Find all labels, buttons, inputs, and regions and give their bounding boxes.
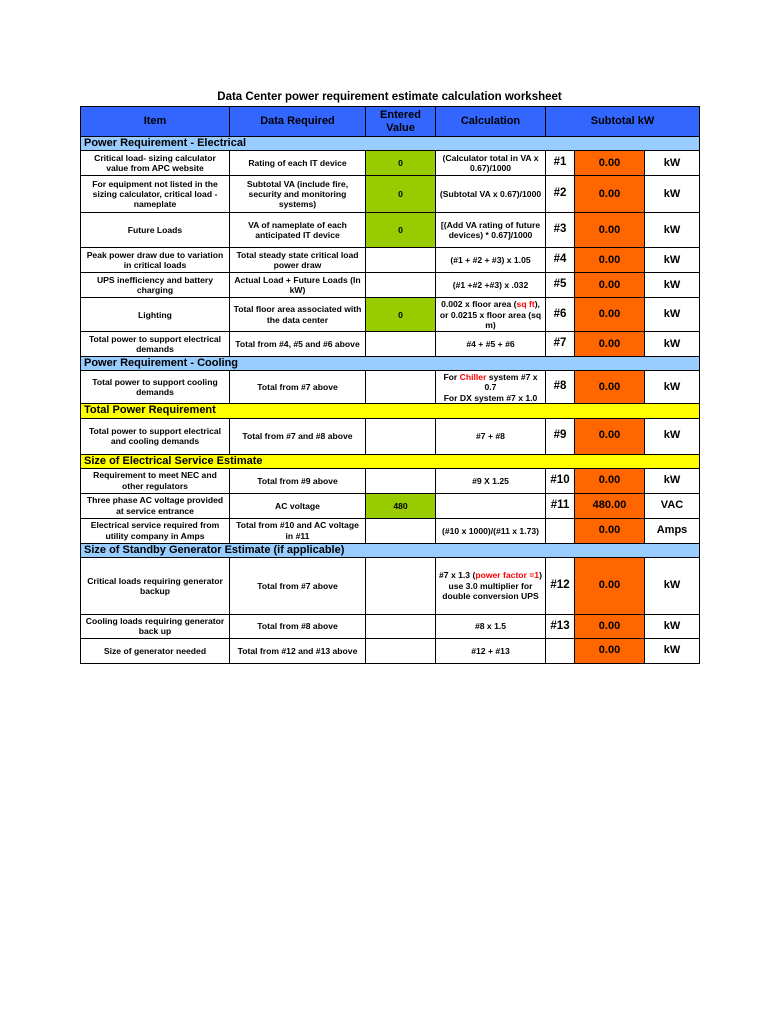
item-cell: Lighting: [81, 298, 230, 332]
item-cell: Requirement to meet NEC and other regulators: [81, 468, 230, 493]
section-service: Size of Electrical Service Estimate: [81, 454, 700, 468]
item-cell: Electrical service required from utility company in Amps: [81, 518, 230, 543]
subtotal-cell: 0.00: [575, 248, 645, 273]
unit-cell: kW: [645, 248, 700, 273]
entered-value-cell[interactable]: 480: [366, 493, 436, 518]
section-row: [81, 357, 700, 371]
item-cell: Total power to support electrical demands: [81, 332, 230, 357]
data-required-cell: Total floor area associated with the data center: [230, 298, 366, 332]
subtotal-cell: 0.00: [575, 614, 645, 638]
data-required-cell: Actual Load + Future Loads (In kW): [230, 273, 366, 298]
table-row: [81, 614, 700, 638]
item-cell: Critical load- sizing calculator value from APC website: [81, 151, 230, 176]
data-required-cell: Total from #8 above: [230, 614, 366, 638]
data-required-cell: Rating of each IT device: [230, 151, 366, 176]
header-row: [81, 107, 700, 137]
table-row: [81, 248, 700, 273]
header-item: Item: [81, 107, 230, 137]
entered-value-cell[interactable]: 0: [366, 151, 436, 176]
entered-value-cell[interactable]: [366, 614, 436, 638]
section-cooling: Power Requirement - Cooling: [81, 357, 700, 371]
unit-cell: kW: [645, 371, 700, 404]
table-row: [81, 213, 700, 248]
table-row: [81, 468, 700, 493]
calc-highlight: power factor =1: [475, 570, 540, 581]
unit-cell: kW: [645, 176, 700, 213]
data-required-cell: AC voltage: [230, 493, 366, 518]
item-cell: Peak power draw due to variation in critical loads: [81, 248, 230, 273]
subtotal-cell: 0.00: [575, 332, 645, 357]
section-row: [81, 137, 700, 151]
unit-cell: kW: [645, 151, 700, 176]
unit-cell: kW: [645, 298, 700, 332]
subtotal-cell: 480.00: [575, 493, 645, 518]
section-row: [81, 543, 700, 557]
unit-cell: kW: [645, 273, 700, 298]
subtotal-cell: 0.00: [575, 557, 645, 614]
ref-number: #13: [546, 614, 575, 638]
subtotal-cell: 0.00: [575, 418, 645, 454]
ref-number: #10: [546, 468, 575, 493]
header-subtotal: Subtotal kW: [546, 107, 700, 137]
entered-value-cell[interactable]: [366, 273, 436, 298]
calc-text: ), or 0.0215 x floor area (sq m): [439, 299, 542, 330]
entered-value-cell[interactable]: [366, 248, 436, 273]
unit-cell: kW: [645, 213, 700, 248]
table-row: [81, 418, 700, 454]
subtotal-cell: 0.00: [575, 151, 645, 176]
calc-text: #7 x 1.3 (: [439, 570, 476, 581]
page-title: Data Center power requirement estimate calculation worksheet: [217, 91, 562, 103]
data-required-cell: Total from #9 above: [230, 468, 366, 493]
calculation-cell: [436, 298, 546, 332]
ref-number: #6: [546, 298, 575, 332]
entered-value-cell[interactable]: [366, 557, 436, 614]
entered-value-cell[interactable]: 0: [366, 298, 436, 332]
entered-value-cell[interactable]: [366, 518, 436, 543]
table-row: [81, 332, 700, 357]
data-required-cell: Subtotal VA (include fire, security and monitoring systems): [230, 176, 366, 213]
data-required-cell: VA of nameplate of each anticipated IT device: [230, 213, 366, 248]
section-row: [81, 404, 700, 418]
calculation-cell: (#1 +#2 +#3) x .032: [436, 273, 546, 298]
ref-number: [546, 638, 575, 663]
section-total: Total Power Requirement: [81, 404, 700, 418]
calc-text: ) use 3.0 multiplier for double conversion UPS: [442, 570, 542, 602]
table-row: [81, 493, 700, 518]
ref-number: #2: [546, 176, 575, 213]
data-required-cell: Total steady state critical load power draw: [230, 248, 366, 273]
ref-number: #7: [546, 332, 575, 357]
calculation-cell: #9 X 1.25: [436, 468, 546, 493]
subtotal-cell: 0.00: [575, 518, 645, 543]
unit-cell: VAC: [645, 493, 700, 518]
header-data-required: Data Required: [230, 107, 366, 137]
calculation-cell: [436, 493, 546, 518]
entered-value-cell[interactable]: [366, 638, 436, 663]
calculation-cell: #8 x 1.5: [436, 614, 546, 638]
item-cell: Future Loads: [81, 213, 230, 248]
unit-cell: kW: [645, 468, 700, 493]
ref-number: #9: [546, 418, 575, 454]
ref-number: #4: [546, 248, 575, 273]
calc-text: 0.002 x floor area (: [441, 299, 517, 310]
table-row: [81, 273, 700, 298]
data-required-cell: Total from #7 above: [230, 557, 366, 614]
table-row: [81, 176, 700, 213]
table-row: [81, 638, 700, 663]
subtotal-cell: 0.00: [575, 468, 645, 493]
calculation-cell: #12 + #13: [436, 638, 546, 663]
item-cell: Cooling loads requiring generator back up: [81, 614, 230, 638]
data-required-cell: Total from #4, #5 and #6 above: [230, 332, 366, 357]
data-required-cell: Total from #7 above: [230, 371, 366, 404]
calc-text: system #7 x 0.7: [484, 371, 538, 393]
header-calculation: Calculation: [436, 107, 546, 137]
subtotal-cell: 0.00: [575, 213, 645, 248]
unit-cell: kW: [645, 557, 700, 614]
item-cell: Total power to support electrical and cooling demands: [81, 418, 230, 454]
ref-number: #3: [546, 213, 575, 248]
calculation-cell: (Calculator total in VA x 0.67)/1000: [436, 151, 546, 176]
unit-cell: Amps: [645, 518, 700, 543]
subtotal-cell: 0.00: [575, 298, 645, 332]
item-cell: UPS inefficiency and battery charging: [81, 273, 230, 298]
entered-value-cell[interactable]: 0: [366, 176, 436, 213]
table-row: [81, 151, 700, 176]
calculation-cell: (#10 x 1000)/(#11 x 1.73): [436, 518, 546, 543]
ref-number: [546, 518, 575, 543]
table-row: [81, 557, 700, 614]
calculation-cell: [(Add VA rating of future devices) * 0.67]/1000: [436, 213, 546, 248]
calc-text: For DX system #7 x 1.0: [443, 392, 538, 403]
item-cell: Size of generator needed: [81, 638, 230, 663]
entered-value-cell[interactable]: [366, 468, 436, 493]
entered-value-cell[interactable]: [366, 332, 436, 357]
data-required-cell: Total from #12 and #13 above: [230, 638, 366, 663]
entered-value-cell[interactable]: 0: [366, 213, 436, 248]
item-cell: Total power to support cooling demands: [81, 371, 230, 404]
calculation-cell: [436, 371, 546, 404]
calc-text: For: [443, 371, 460, 382]
subtotal-cell: 0.00: [575, 273, 645, 298]
unit-cell: kW: [645, 638, 700, 663]
item-cell: Critical loads requiring generator backup: [81, 557, 230, 614]
unit-cell: kW: [645, 614, 700, 638]
calc-highlight: Chiller: [459, 371, 487, 382]
section-generator: Size of Standby Generator Estimate (if applicable): [81, 543, 700, 557]
calculation-cell: [436, 557, 546, 614]
subtotal-cell: 0.00: [575, 371, 645, 404]
subtotal-cell: 0.00: [575, 638, 645, 663]
item-cell: Three phase AC voltage provided at service entrance: [81, 493, 230, 518]
data-required-cell: Total from #7 and #8 above: [230, 418, 366, 454]
item-cell: For equipment not listed in the sizing calculator, critical load - nameplate: [81, 176, 230, 213]
ref-number: #12: [546, 557, 575, 614]
header-entered-value: Entered Value: [366, 107, 436, 137]
calc-highlight: sq ft: [516, 299, 535, 310]
unit-cell: kW: [645, 332, 700, 357]
ref-number: #1: [546, 151, 575, 176]
subtotal-cell: 0.00: [575, 176, 645, 213]
ref-number: #8: [546, 371, 575, 404]
section-row: [81, 454, 700, 468]
table-row: [81, 371, 700, 404]
worksheet-table: [80, 106, 700, 664]
calculation-cell: (#1 + #2 + #3) x 1.05: [436, 248, 546, 273]
entered-value-cell[interactable]: [366, 371, 436, 404]
unit-cell: kW: [645, 418, 700, 454]
entered-value-cell[interactable]: [366, 418, 436, 454]
table-row: [81, 518, 700, 543]
calculation-cell: #7 + #8: [436, 418, 546, 454]
calculation-cell: #4 + #5 + #6: [436, 332, 546, 357]
data-required-cell: Total from #10 and AC voltage in #11: [230, 518, 366, 543]
calculation-cell: (Subtotal VA x 0.67)/1000: [436, 176, 546, 213]
table-row: [81, 298, 700, 332]
section-electrical: Power Requirement - Electrical: [81, 137, 700, 151]
ref-number: #11: [546, 493, 575, 518]
ref-number: #5: [546, 273, 575, 298]
